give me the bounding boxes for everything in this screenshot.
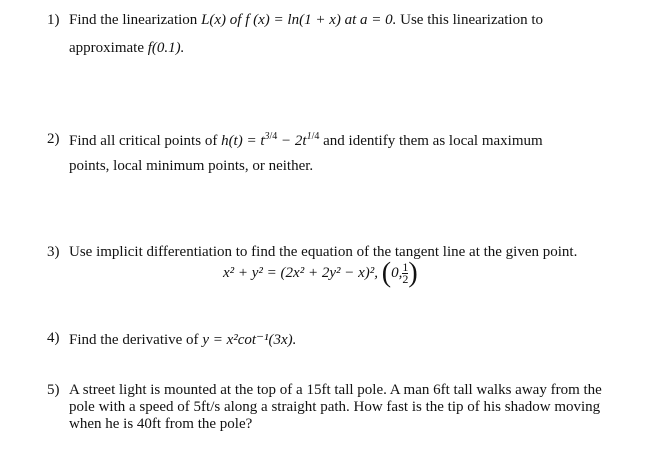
problem-text-line: Find the derivative of y = x²cot⁻¹(3x). (69, 332, 297, 348)
problem-text-line: Find the linearization L(x) of f (x) = ln(1 + x) at a = 0. Use this linearization to (69, 12, 544, 28)
problem-text-line: points, local minimum points, or neither. (69, 158, 314, 174)
problem-number: 5) (47, 382, 60, 398)
fraction: $\frac{1}{2}$ (402, 260, 409, 286)
problem-number: 3) (47, 244, 60, 260)
problem-number: 4) (47, 330, 60, 346)
problem-number: 1) (47, 12, 60, 28)
problem-text-line: when he is 40ft from the pole? (69, 416, 253, 432)
problem-text-line: approximate f(0.1). (69, 40, 185, 56)
problem-number: 2) (47, 131, 60, 147)
problem-text-line: A street light is mounted at the top of a 15ft tall pole. A man 6ft tall walks away from the (69, 382, 602, 398)
problem-text-line: pole with a speed of 5ft/s along a straight path. How fast is the tip of his shadow moving (69, 399, 601, 415)
problem-text-line: Find all critical points of $h(t) = t^{3/4} - 2t^{1/4}$ and identify them as local maximum (69, 131, 543, 149)
equation: x² + y² = (2x² + 2y² − x)², (0, $\frac{1}{2}$ ) (223, 257, 418, 289)
problem-text-line: Use implicit differentiation to find the equation of the tangent line at the given point. (69, 244, 578, 260)
